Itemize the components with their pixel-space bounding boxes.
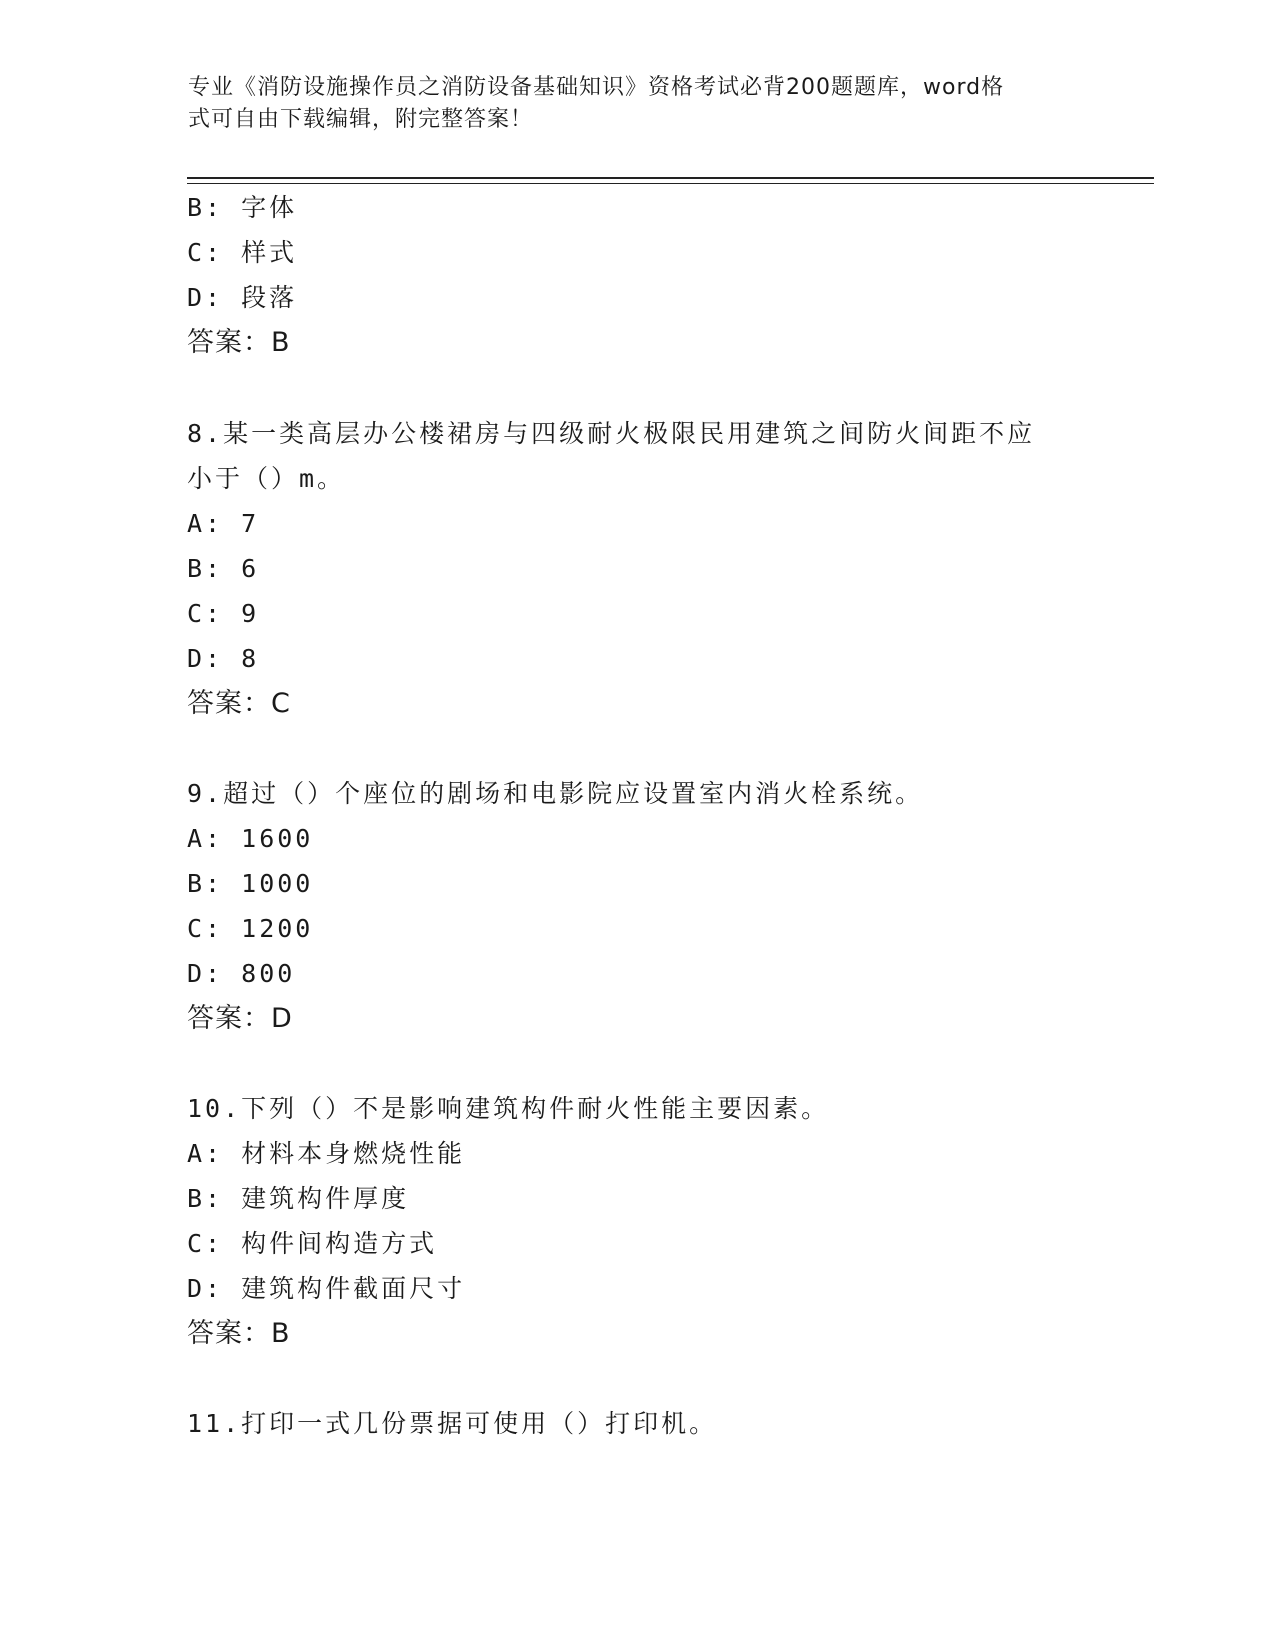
q10-option-a: A: 材料本身燃烧性能 xyxy=(187,1139,466,1168)
header-line-1: 专业《消防设施操作员之消防设备基础知识》资格考试必背200题题库，word格 xyxy=(188,75,1005,100)
header-divider-thick xyxy=(187,177,1154,179)
q10-answer: 答案：B xyxy=(187,1318,291,1349)
q9-answer: 答案：D xyxy=(187,1003,293,1034)
q10-option-b: B: 建筑构件厚度 xyxy=(187,1184,410,1213)
header-divider-thin xyxy=(187,183,1154,184)
q9-option-d: D: 800 xyxy=(187,959,296,988)
q9-option-c: C: 1200 xyxy=(187,914,314,943)
q8-answer: 答案：C xyxy=(187,688,291,719)
q8-question-line-1: 8.某一类高层办公楼裙房与四级耐火极限民用建筑之间防火间距不应 xyxy=(187,419,1036,448)
q9-question-line-1: 9.超过（）个座位的剧场和电影院应设置室内消火栓系统。 xyxy=(187,779,924,808)
q8-option-a: A: 7 xyxy=(187,509,260,538)
q9-option-b: B: 1000 xyxy=(187,869,314,898)
q10-option-c: C: 构件间构造方式 xyxy=(187,1229,438,1258)
q7-option-d: D: 段落 xyxy=(187,283,298,312)
header-line-2: 式可自由下载编辑，附完整答案！ xyxy=(188,107,534,132)
q9-option-a: A: 1600 xyxy=(187,824,314,853)
q7-option-c: C: 样式 xyxy=(187,238,298,267)
q8-option-c: C: 9 xyxy=(187,599,260,628)
q8-question-line-2: 小于（）m。 xyxy=(187,464,346,493)
document-header xyxy=(188,72,1068,136)
q11-question-line-1: 11.打印一式几份票据可使用（）打印机。 xyxy=(187,1409,718,1438)
q10-option-d: D: 建筑构件截面尺寸 xyxy=(187,1274,466,1303)
q7-answer: 答案：B xyxy=(187,327,291,358)
q8-option-d: D: 8 xyxy=(187,644,260,673)
q8-option-b: B: 6 xyxy=(187,554,260,583)
q7-option-b: B: 字体 xyxy=(187,193,298,222)
q10-question-line-1: 10.下列（）不是影响建筑构件耐火性能主要因素。 xyxy=(187,1094,830,1123)
